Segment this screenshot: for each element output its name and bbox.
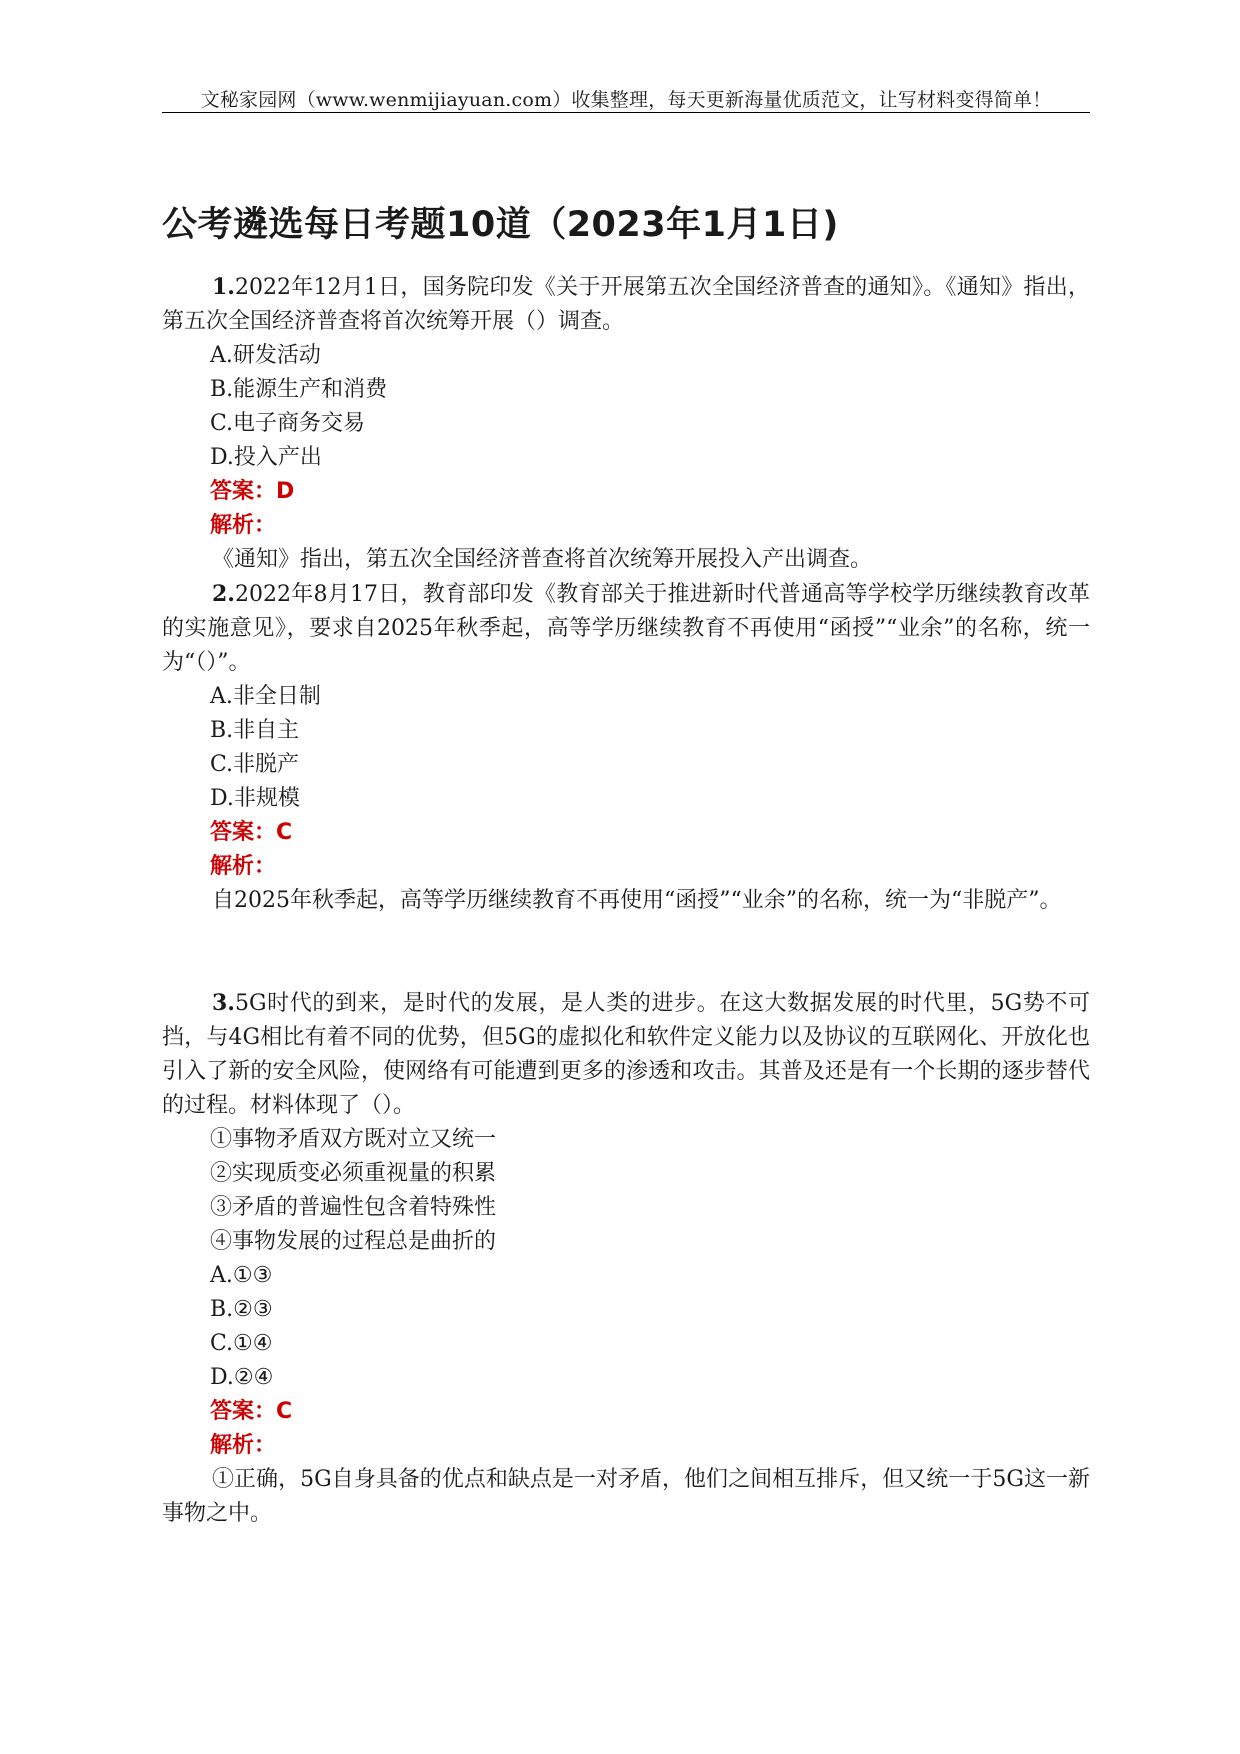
page-title: 公考遴选每日考题10道（2023年1月1日) xyxy=(162,205,839,245)
answer-line xyxy=(162,475,1090,509)
analysis-label: 解析： xyxy=(210,1433,277,1458)
question-stem xyxy=(162,270,1090,339)
question-text: 2022年12月1日，国务院印发《关于开展第五次全国经济普查的通知》。《通知》指出，第五次全国经济普查将首次统筹开展（）调查。 xyxy=(162,275,1090,334)
question-number: 3. xyxy=(212,990,235,1016)
question-number: 2. xyxy=(212,581,235,607)
document-body xyxy=(162,270,1090,1531)
question-text: 2022年8月17日，教育部印发《教育部关于推进新时代普通高等学校学历继续教育改革的实施意见》，要求自2025年秋季起，高等学历继续教育不再使用“函授”“业余”的名称，统一为“（）”。 xyxy=(162,582,1090,675)
statement-2: ②实现质变必须重视量的积累 xyxy=(210,1161,497,1186)
answer-line xyxy=(162,816,1090,850)
answer-value: D xyxy=(276,479,295,504)
question-stem xyxy=(162,986,1090,1123)
option-b: B.能源生产和消费 xyxy=(210,377,388,402)
question-number: 1. xyxy=(212,274,235,300)
statement-4: ④事物发展的过程总是曲折的 xyxy=(210,1229,497,1254)
analysis-label: 解析： xyxy=(210,513,277,538)
analysis-text: 《通知》指出，第五次全国经济普查将首次统筹开展投入产出调查。 xyxy=(212,547,873,572)
option-d: D.投入产出 xyxy=(210,445,322,470)
analysis-text: 自2025年秋季起，高等学历继续教育不再使用“函授”“业余”的名称，统一为“非脱产”。 xyxy=(212,888,1062,913)
answer-label: 答案： xyxy=(210,820,277,845)
answer-value: C xyxy=(276,820,293,845)
page-header: 文秘家园网（www.wenmijiayuan.com）收集整理，每天更新海量优质范文，让写材料变得简单！ xyxy=(162,88,1090,113)
option-b: B.②③ xyxy=(210,1297,273,1322)
question-1 xyxy=(162,270,1090,577)
analysis-text: ①正确，5G自身具备的优点和缺点是一对矛盾，他们之间相互排斥，但又统一于5G这一新事物之中。 xyxy=(162,1467,1090,1526)
option-b: B.非自主 xyxy=(210,718,300,743)
statement-3: ③矛盾的普遍性包含着特殊性 xyxy=(210,1195,497,1220)
analysis-label: 解析： xyxy=(210,854,277,879)
option-c: C.电子商务交易 xyxy=(210,411,366,436)
option-a: A.研发活动 xyxy=(210,343,321,368)
question-stem xyxy=(162,577,1090,680)
option-d: D.②④ xyxy=(210,1365,274,1390)
answer-value: C xyxy=(276,1399,293,1424)
answer-label: 答案： xyxy=(210,1399,277,1424)
option-c: C.非脱产 xyxy=(210,752,300,777)
option-c: C.①④ xyxy=(210,1331,273,1356)
answer-label: 答案： xyxy=(210,479,277,504)
option-a: A.非全日制 xyxy=(210,684,321,709)
answer-line xyxy=(162,1395,1090,1429)
question-text: 5G时代的到来，是时代的发展，是人类的进步。在这大数据发展的时代里，5G势不可挡，与4G相比有着不同的优势，但5G的虚拟化和软件定义能力以及协议的互联网化、开放化也引入了新的安全风险，使网络有可能遭到更多的渗透和攻击。其普及还是有一个长期的逐步替代的过程。材料体现了（）。 xyxy=(162,991,1090,1118)
question-3 xyxy=(162,986,1090,1531)
blank-gap xyxy=(162,918,1090,986)
option-a: A.①③ xyxy=(210,1263,273,1288)
option-d: D.非规模 xyxy=(210,786,300,811)
statement-1: ①事物矛盾双方既对立又统一 xyxy=(210,1127,497,1152)
question-2 xyxy=(162,577,1090,918)
